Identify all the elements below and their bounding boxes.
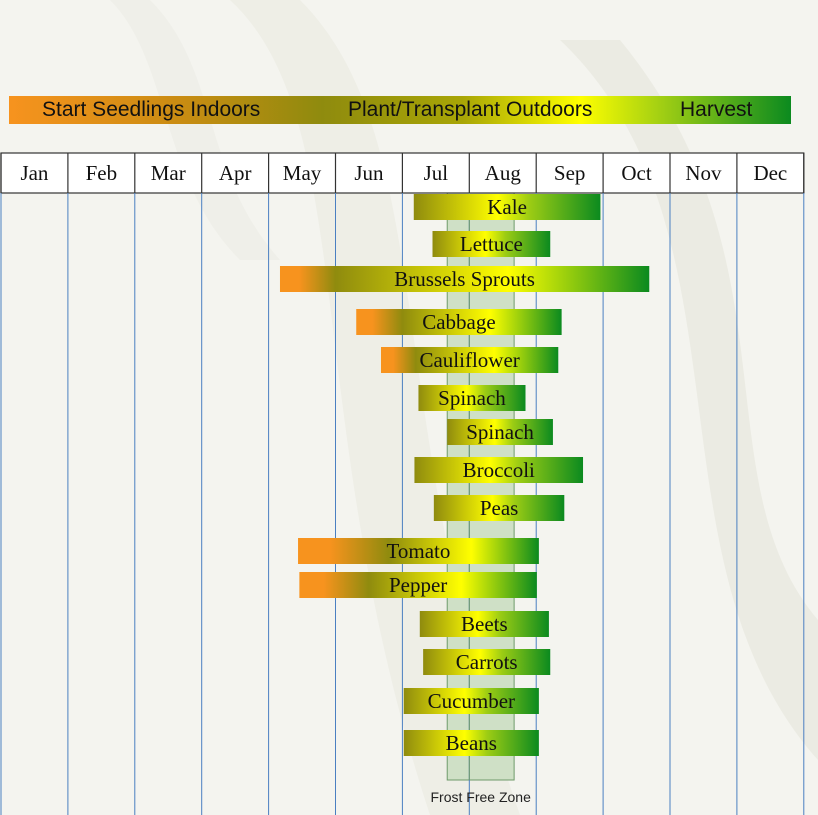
- crop-label-peas: Peas: [479, 496, 519, 520]
- month-label-jun: Jun: [354, 161, 384, 185]
- crop-label-lettuce: Lettuce: [459, 232, 523, 256]
- month-label-oct: Oct: [621, 161, 652, 185]
- month-label-may: May: [282, 161, 322, 185]
- calendar-grid: [1, 153, 804, 815]
- month-label-dec: Dec: [753, 161, 788, 185]
- month-label-apr: Apr: [218, 161, 252, 185]
- crop-label-cucumber: Cucumber: [427, 689, 516, 713]
- crop-label-beets: Beets: [461, 612, 508, 636]
- legend-indoor-label: Start Seedlings Indoors: [42, 98, 261, 121]
- legend-harvest-label: Harvest: [680, 98, 753, 121]
- month-label-jan: Jan: [20, 161, 49, 185]
- month-label-nov: Nov: [685, 161, 722, 185]
- legend-outdoor-label: Plant/Transplant Outdoors: [348, 98, 593, 121]
- month-label-aug: Aug: [484, 161, 521, 185]
- crop-label-carrots: Carrots: [455, 650, 518, 674]
- month-label-mar: Mar: [150, 161, 186, 185]
- crop-label-beans: Beans: [445, 731, 497, 755]
- frost-free-zone-label: Frost Free Zone: [430, 789, 531, 805]
- crop-label-cauliflower: Cauliflower: [419, 348, 520, 372]
- crop-label-broccoli: Broccoli: [462, 458, 535, 482]
- crop-label-spinach: Spinach: [438, 386, 506, 410]
- month-label-feb: Feb: [85, 161, 118, 185]
- crop-label-brussels-sprouts: Brussels Sprouts: [394, 267, 535, 291]
- month-label-jul: Jul: [423, 161, 449, 185]
- crop-label-spinach: Spinach: [466, 420, 534, 444]
- crop-label-cabbage: Cabbage: [422, 310, 496, 334]
- crop-label-kale: Kale: [487, 195, 527, 219]
- month-label-sep: Sep: [553, 161, 586, 185]
- crop-label-pepper: Pepper: [388, 573, 448, 597]
- crop-label-tomato: Tomato: [386, 539, 451, 563]
